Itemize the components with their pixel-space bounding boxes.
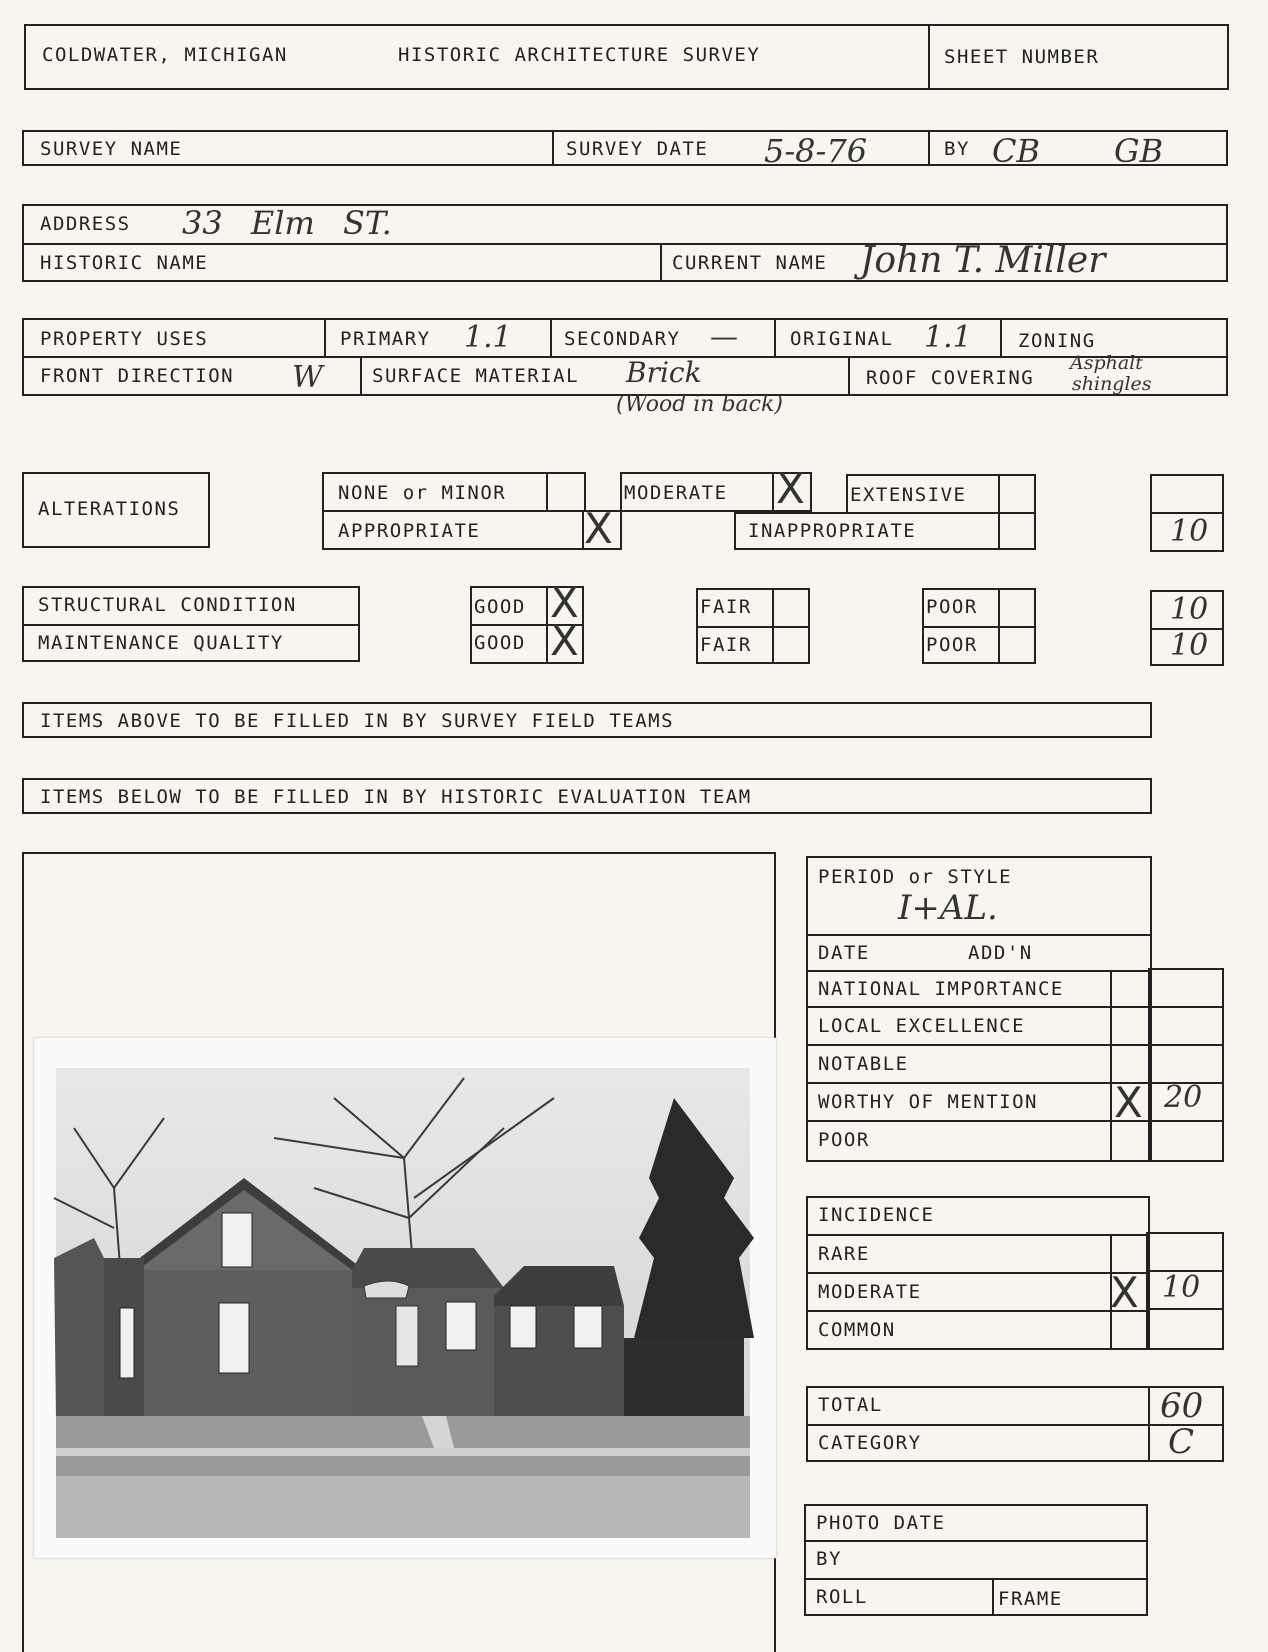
incidence-rare-label: RARE [818, 1243, 870, 1265]
total-label: TOTAL [818, 1394, 883, 1416]
property-uses-row [22, 318, 1228, 358]
alt-moderate-box [620, 464, 812, 513]
condition-score-box [1150, 590, 1224, 666]
primary-value: 1.1 [464, 320, 512, 355]
period-style-label: PERIOD or STYLE [818, 866, 1013, 888]
alt-inappropriate-box [734, 512, 1036, 550]
roof-covering-value-2: shingles [1072, 373, 1152, 395]
header-box [24, 24, 1229, 90]
alt-appropriate-mark: X [584, 504, 613, 553]
incidence-score-column [1146, 1232, 1224, 1350]
survey-by-value-1: CB [992, 132, 1040, 170]
form-title: HISTORIC ARCHITECTURE SURVEY [398, 44, 761, 66]
survey-date-label: SURVEY DATE [566, 138, 709, 160]
address-label: ADDRESS [40, 213, 131, 235]
property-uses-label: PROPERTY USES [40, 328, 209, 350]
maintenance-fair-label: FAIR [700, 634, 752, 656]
worthy-mark: X [1114, 1078, 1143, 1127]
survey-by-label: BY [944, 138, 970, 160]
surface-material-note: (Wood in back) [616, 392, 783, 417]
local-excellence-label: LOCAL EXCELLENCE [818, 1015, 1026, 1037]
house-photo [34, 1038, 776, 1558]
alt-inappropriate-label: INAPPROPRIATE [748, 520, 917, 542]
survey-date-value: 5-8-76 [764, 132, 868, 170]
zoning-label: ZONING [1018, 330, 1096, 352]
photo-info-box [804, 1504, 1148, 1616]
house-photo-image [34, 1038, 776, 1558]
maintenance-quality-label: MAINTENANCE QUALITY [38, 632, 284, 654]
alt-moderate-label: MODERATE [624, 482, 728, 504]
alt-none-minor-box [322, 472, 586, 512]
secondary-label: SECONDARY [564, 328, 681, 350]
incidence-moderate-mark: X [1110, 1268, 1139, 1317]
category-value: C [1168, 1422, 1195, 1462]
maintenance-poor-label: POOR [926, 634, 978, 656]
maintenance-good-mark: X [550, 616, 579, 665]
alt-none-minor-label: NONE or MINOR [338, 482, 507, 504]
incidence-label: INCIDENCE [818, 1204, 935, 1226]
structural-good-label: GOOD [474, 596, 526, 618]
sheet-number-label: SHEET NUMBER [944, 46, 1100, 68]
surface-material-value: Brick [626, 356, 702, 389]
alterations-label-box [22, 472, 210, 548]
structural-good-mark: X [550, 578, 579, 627]
photo-by-label: BY [816, 1548, 842, 1570]
original-value: 1.1 [924, 320, 972, 355]
roll-label: ROLL [816, 1586, 868, 1608]
condition-fair-box [696, 588, 810, 664]
survey-by-value-2: GB [1114, 132, 1164, 170]
field-teams-note [22, 702, 1152, 738]
eval-poor-label: POOR [818, 1129, 870, 1151]
date-label: DATE [818, 942, 870, 964]
incidence-common-label: COMMON [818, 1319, 896, 1341]
frame-label: FRAME [998, 1588, 1063, 1610]
address-value: 33 Elm ST. [182, 204, 392, 242]
current-name-value: John T. Miller [860, 240, 1106, 281]
incidence-score-value: 10 [1162, 1270, 1201, 1305]
roof-covering-label: ROOF COVERING [866, 367, 1035, 389]
addn-label: ADD'N [968, 942, 1033, 964]
evaluation-team-note [22, 778, 1152, 814]
incidence-box [806, 1196, 1150, 1350]
property-materials-row [22, 352, 1228, 396]
surface-material-label: SURFACE MATERIAL [372, 365, 580, 387]
evaluation-box [806, 856, 1152, 1162]
survey-name-label: SURVEY NAME [40, 138, 183, 160]
condition-good-box [470, 578, 584, 665]
total-value: 60 [1160, 1386, 1204, 1426]
alt-appropriate-box [322, 504, 622, 553]
alt-extensive-box [846, 474, 1036, 514]
national-importance-label: NATIONAL IMPORTANCE [818, 978, 1064, 1000]
structural-condition-label: STRUCTURAL CONDITION [38, 594, 297, 616]
field-teams-note-text: ITEMS ABOVE TO BE FILLED IN BY SURVEY FIELD TEAMS [40, 710, 675, 732]
front-direction-label: FRONT DIRECTION [40, 365, 235, 387]
worthy-of-mention-label: WORTHY OF MENTION [818, 1091, 1038, 1113]
survey-row [22, 130, 1228, 170]
worthy-score-value: 20 [1164, 1080, 1203, 1115]
maintenance-good-label: GOOD [474, 632, 526, 654]
primary-label: PRIMARY [340, 328, 431, 350]
notable-label: NOTABLE [818, 1053, 909, 1075]
city-label: COLDWATER, MICHIGAN [42, 44, 288, 66]
roof-covering-value-1: Asphalt [1070, 352, 1143, 374]
condition-poor-box [922, 588, 1036, 664]
original-label: ORIGINAL [790, 328, 894, 350]
historic-name-label: HISTORIC NAME [40, 252, 209, 274]
condition-label-box [22, 586, 360, 662]
totals-box [806, 1386, 1224, 1462]
front-direction-value: W [292, 360, 323, 395]
structural-score-value: 10 [1170, 592, 1209, 627]
alt-score-box [1150, 474, 1224, 552]
period-style-value: I+AL. [898, 888, 998, 928]
maintenance-score-value: 10 [1170, 628, 1209, 663]
alt-extensive-label: EXTENSIVE [850, 484, 967, 506]
incidence-moderate-label: MODERATE [818, 1281, 922, 1303]
structural-fair-label: FAIR [700, 596, 752, 618]
photo-date-label: PHOTO DATE [816, 1512, 946, 1534]
evaluation-score-column [1148, 968, 1224, 1162]
structural-poor-label: POOR [926, 596, 978, 618]
alt-appropriate-label: APPROPRIATE [338, 520, 481, 542]
category-label: CATEGORY [818, 1432, 922, 1454]
alterations-label: ALTERATIONS [38, 498, 181, 520]
address-block [22, 204, 1228, 282]
secondary-value: — [710, 320, 738, 353]
alt-moderate-mark: X [776, 464, 805, 513]
evaluation-team-note-text: ITEMS BELOW TO BE FILLED IN BY HISTORIC EVALUATION TEAM [40, 786, 752, 808]
alt-score-value: 10 [1170, 514, 1209, 549]
current-name-label: CURRENT NAME [672, 252, 828, 274]
